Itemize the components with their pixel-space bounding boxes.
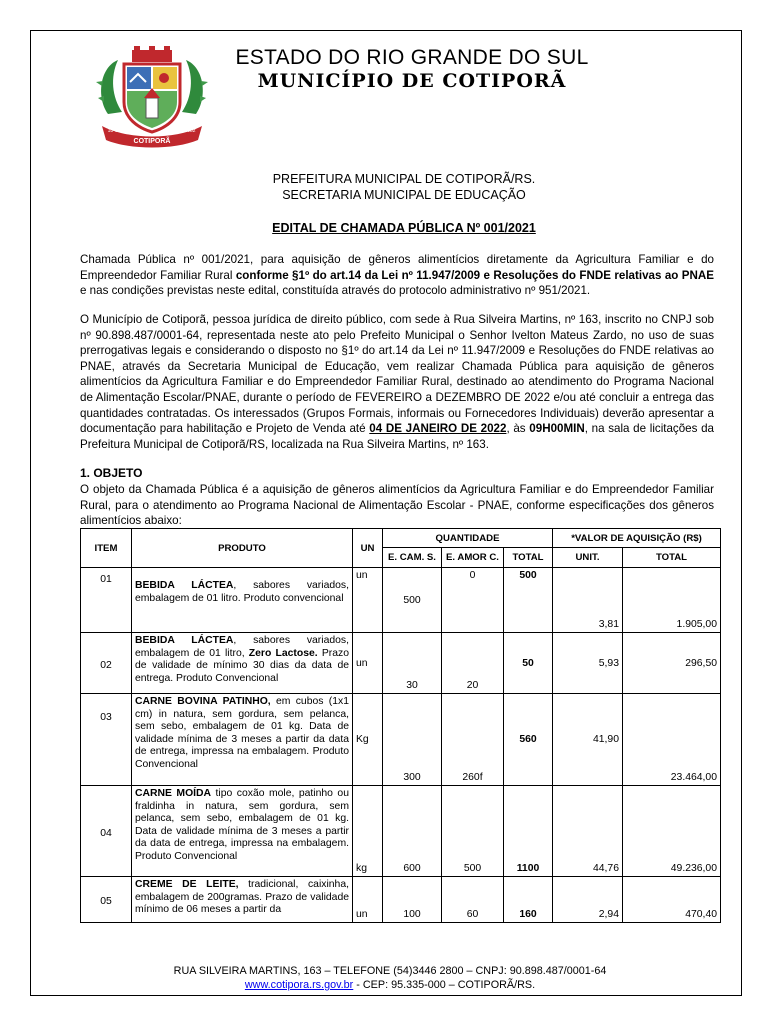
row-e-amor: 260f bbox=[442, 694, 504, 786]
row-total-value: 470,40 bbox=[623, 877, 721, 923]
crest-left-date: 18-06 bbox=[107, 128, 121, 134]
row-total-value: 296,50 bbox=[623, 633, 721, 694]
row-product bbox=[132, 786, 353, 877]
header-city: MUNICÍPIO DE COTIPORÃ bbox=[257, 70, 567, 92]
row-e-amor: 0 bbox=[442, 568, 504, 633]
row-e-cam: 100 bbox=[383, 877, 442, 923]
header-total-qty: TOTAL bbox=[504, 548, 553, 568]
row-unit-price: 3,81 bbox=[553, 568, 623, 633]
row-product bbox=[132, 877, 353, 923]
product-name: CARNE BOVINA PATINHO, bbox=[135, 696, 271, 707]
office-line-secretaria: SECRETARIA MUNICIPAL DE EDUCAÇÃO bbox=[282, 188, 526, 202]
row-un: Kg bbox=[353, 694, 383, 786]
product-name: BEBIDA LÁCTEA bbox=[135, 580, 234, 591]
row-total: 160 bbox=[504, 877, 553, 923]
product-desc: , sabores variados, embalagem de 01 litro. Produto convencional bbox=[135, 580, 349, 604]
row-e-amor: 60 bbox=[442, 877, 504, 923]
header-ecams: E. CAM. S. bbox=[383, 548, 442, 568]
office-block bbox=[180, 171, 628, 203]
header-state: ESTADO DO RIO GRANDE DO SUL bbox=[235, 46, 589, 69]
row-e-amor: 20 bbox=[442, 633, 504, 694]
row-un: un bbox=[353, 568, 383, 633]
intro-text-1: Chamada Pública nº 001/2021, para aquisição de gêneros alimentícios diretamente da Agricultura Familiar e do Empreendedor Familiar Rural bbox=[80, 253, 714, 282]
row-e-cam: 30 bbox=[383, 633, 442, 694]
row-total: 500 bbox=[504, 568, 553, 633]
row-total: 560 bbox=[504, 694, 553, 786]
table-row bbox=[81, 694, 721, 786]
intro-paragraph bbox=[80, 252, 714, 299]
row-total-value: 1.905,00 bbox=[623, 568, 721, 633]
row-unit-price: 2,94 bbox=[553, 877, 623, 923]
items-table bbox=[80, 528, 721, 923]
footer bbox=[120, 964, 660, 992]
product-name-extra: Zero Lactose. bbox=[248, 647, 318, 659]
footer-line2 bbox=[120, 978, 660, 992]
row-unit-price: 41,90 bbox=[553, 694, 623, 786]
edital-title: EDITAL DE CHAMADA PÚBLICA Nº 001/2021 bbox=[272, 221, 536, 235]
row-item: 04 bbox=[81, 786, 132, 877]
row-un: un bbox=[353, 633, 383, 694]
row-un: kg bbox=[353, 786, 383, 877]
header-eamorc: E. AMOR C. bbox=[442, 548, 504, 568]
crest-banner-text: COTIPORÃ bbox=[133, 138, 171, 145]
office-line-prefeitura: PREFEITURA MUNICIPAL DE COTIPORÃ/RS. bbox=[272, 172, 536, 186]
body-text-3: , na sala de licitações da Prefeitura Municipal de Cotiporã/RS, localizada na Rua Silveira Martins, nº 163. bbox=[80, 422, 715, 451]
row-unit-price: 5,93 bbox=[553, 633, 623, 694]
product-desc: tradicional, caixinha, embalagem de 200gramas. Prazo de validade mínimo de 06 meses a partir da bbox=[135, 879, 349, 915]
header-quantidade: QUANTIDADE bbox=[383, 529, 553, 548]
body-text-1: O Município de Cotiporã, pessoa jurídica de direito público, com sede à Rua Silveira Martins, nº 163, inscrito no CNPJ sob nº 90.898.487/0001-64, representada neste ato pelo Prefeito Municipal o Senhor Ivelton Mateus Zardo, no uso de suas prerrogativas legais e considerando o disposto no §1º do art.14 da Lei nº 11.947/2009 e Resoluções do FNDE relativas ao PNAE, através da Secretaria Municipal de Educação, vem realizar Chamada Pública para aquisição de gêneros alimentícios da Agricultura Familiar e do Empreendedor Familiar Rural, destinado ao atendimento do Programa Nacional de Alimentação Escolar/PNAE, durante o período de FEVEREIRO a DEZEMBRO DE 2022 e/ou até concluir a entrega das quantidades contratadas. Os interessados (Grupos Formais, informais ou Fornecedores Individuais) deverão apresentar a documentação para habilitação e Projeto de Venda até bbox=[80, 313, 714, 436]
product-name: BEBIDA LÁCTEA bbox=[135, 635, 234, 646]
body-text-2: , às bbox=[506, 422, 530, 436]
intro-text-bold: conforme §1º do art.14 da Lei nº 11.947/2009 e Resoluções do FNDE relativas ao PNAE bbox=[235, 268, 714, 282]
table-row bbox=[81, 568, 721, 633]
header-un: UN bbox=[353, 529, 383, 568]
footer-address: RUA SILVEIRA MARTINS, 163 – TELEFONE (54)3446 2800 – CNPJ: 90.898.487/0001-64 bbox=[173, 965, 607, 977]
row-total: 1100 bbox=[504, 786, 553, 877]
body-paragraph bbox=[80, 312, 714, 452]
product-name: CARNE MOÍDA bbox=[135, 788, 212, 799]
intro-text-2: e nas condições previstas neste edital, constituída através do protocolo administrativo nº 951/2021. bbox=[80, 284, 591, 298]
header-valor: *VALOR DE AQUISIÇÃO (R$) bbox=[553, 529, 721, 548]
row-product bbox=[132, 633, 353, 694]
row-e-amor: 500 bbox=[442, 786, 504, 877]
product-name: CREME DE LEITE, bbox=[135, 879, 239, 890]
row-e-cam: 500 bbox=[383, 568, 442, 633]
row-item: 02 bbox=[81, 633, 132, 694]
footer-cep: - CEP: 95.335-000 – COTIPORÃ/RS. bbox=[353, 979, 536, 991]
row-total-value: 49.236,00 bbox=[623, 786, 721, 877]
crest-right-date: 1982 bbox=[184, 128, 196, 134]
row-item: 03 bbox=[81, 694, 132, 786]
row-e-cam: 300 bbox=[383, 694, 442, 786]
header-total-value: TOTAL bbox=[623, 548, 721, 568]
row-unit-price: 44,76 bbox=[553, 786, 623, 877]
deadline-time: 09H00MIN bbox=[529, 422, 585, 436]
row-total: 50 bbox=[504, 633, 553, 694]
header-item: ITEM bbox=[81, 529, 132, 568]
deadline-date: 04 DE JANEIRO DE 2022 bbox=[369, 422, 507, 436]
row-item: 01 bbox=[81, 568, 132, 633]
coat-of-arms-icon bbox=[88, 42, 216, 150]
row-product bbox=[132, 694, 353, 786]
table-row bbox=[81, 633, 721, 694]
row-item: 05 bbox=[81, 877, 132, 923]
product-desc: Prazo de validade de mínimo 30 dias da data de entrega. Produto Convencional bbox=[135, 647, 350, 684]
section-objeto-text: O objeto da Chamada Pública é a aquisição de gêneros alimentícios da Agricultura Familiar e do Empreendedor Familiar Rural, para o atendimento ao Programa Nacional de Alimentação Escolar - PNAE, conforme especificações dos gêneros alimentícios abaixo: bbox=[80, 483, 714, 528]
row-product bbox=[132, 568, 353, 633]
table-row bbox=[81, 877, 721, 923]
table-row bbox=[81, 786, 721, 877]
product-desc: em cubos (1x1 cm) in natura, sem gordura, sem pelanca, sem sebo, embalagem de 01 kg. Data de validade mínima de 3 meses a partir da data de entrega, impressa na embalagem. Produto Convencional bbox=[135, 696, 349, 770]
row-un: un bbox=[353, 877, 383, 923]
header-produto: PRODUTO bbox=[132, 529, 353, 568]
row-e-cam: 600 bbox=[383, 786, 442, 877]
row-total-value: 23.464,00 bbox=[623, 694, 721, 786]
website-link[interactable]: www.cotipora.rs.gov.br bbox=[244, 979, 354, 991]
section-objeto-title: 1. OBJETO bbox=[80, 466, 143, 480]
product-desc-a: , sabores variados, embalagem de 01 litro, bbox=[135, 635, 349, 659]
product-desc: tipo coxão mole, patinho ou fraldinha in natura, sem gordura, sem pelanca, sem sebo, embalagem de 01 kg. Data de validade mínima de 3 meses a partir da data de entrega, impressa na embalagem. Produto Convencional bbox=[135, 788, 349, 862]
header-unit: UNIT. bbox=[553, 548, 623, 568]
